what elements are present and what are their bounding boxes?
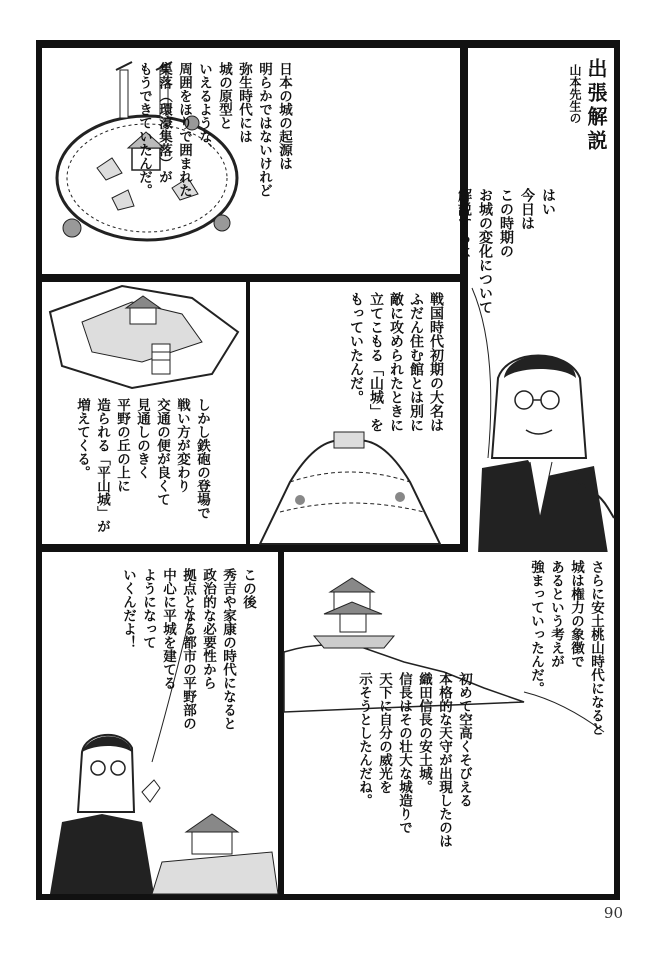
- text-line: 城は権力の象徴で: [568, 560, 584, 668]
- text-line: 日本の城の起源は: [276, 62, 292, 170]
- text-line: 中心に平城を建てる: [160, 568, 176, 690]
- text-line: 見通しのきく: [134, 398, 150, 479]
- text-line: 城の原型と: [216, 62, 232, 130]
- panel-castle-origin: [42, 48, 460, 274]
- text-line: 今日は: [519, 188, 535, 230]
- panel-4-text: [72, 398, 212, 533]
- text-line: 秀吉や家康の時代になると: [220, 568, 236, 730]
- panel-6-text: [118, 568, 258, 730]
- text-line: 本格的な天守が出現したのは: [436, 672, 452, 848]
- panel-5-text-top: [526, 560, 606, 736]
- text-line: いくんだよ！: [120, 568, 136, 649]
- corner-heading-author: 山本先生の: [568, 64, 582, 124]
- text-line: お城の変化について: [477, 188, 493, 314]
- panel-2-text: [453, 188, 558, 314]
- panel-1-text: [134, 62, 294, 197]
- text-line: 織田信長の安土城。: [416, 672, 432, 794]
- panel-teacher-intro: [456, 48, 614, 554]
- text-line: 集落（環濠集落）が: [156, 62, 172, 184]
- text-line: 天下に自分の威光を: [376, 672, 392, 794]
- text-line: ようになって: [140, 568, 156, 649]
- corner-heading-badge: 出張解説: [584, 58, 608, 154]
- text-line: この後: [240, 568, 256, 609]
- text-line: 周囲をほりで囲まれた: [176, 62, 192, 197]
- text-line: 拠点となる都市の平野部の: [180, 568, 196, 730]
- text-line: 強まっていったんだ。: [528, 560, 544, 695]
- text-line: 敵に攻められたときに: [388, 292, 404, 432]
- text-line: 示そうとしたんだね。: [356, 672, 372, 807]
- text-line: 解説するよ: [456, 188, 472, 258]
- text-line: 造られる「平山城」が: [94, 398, 110, 533]
- text-line: 平野の丘の上に: [114, 398, 130, 493]
- text-line: いえるような、: [196, 62, 212, 157]
- text-line: 戦い方が変わり: [174, 398, 190, 493]
- text-line: 交通の便が良くて: [154, 398, 170, 506]
- text-line: 戦国時代初期の大名は: [428, 292, 444, 432]
- text-line: さらに安土桃山時代になると: [588, 560, 604, 736]
- panel-azuchi-castle: [284, 552, 614, 894]
- text-line: 立てこもる「山城」を: [368, 292, 384, 432]
- text-line: しかし鉄砲の登場で: [194, 398, 210, 520]
- page-number: 90: [603, 904, 623, 922]
- text-line: もっていたんだ。: [348, 292, 364, 404]
- text-line: ふだん住む館とは別に: [408, 292, 424, 432]
- panel-3-text: [346, 292, 446, 432]
- text-line: あるという考えが: [548, 560, 564, 668]
- text-line: 信長はその壮大な城造りで: [396, 672, 412, 834]
- text-line: 弥生時代には: [236, 62, 252, 143]
- panel-hill-castle: [42, 282, 246, 544]
- text-line: もうできていたんだ。: [136, 62, 152, 197]
- text-line: 初めて空高くそびえる: [456, 672, 472, 807]
- text-line: 増えてくる。: [74, 398, 90, 479]
- text-line: 明らかではないけれど: [256, 62, 272, 197]
- panel-plain-castle: [42, 552, 278, 894]
- text-line: はい: [540, 188, 556, 216]
- panel-mountain-castle: [250, 282, 460, 544]
- text-line: 政治的な必要性から: [200, 568, 216, 690]
- panel-5-text-bottom: [354, 672, 474, 848]
- text-line: この時期の: [498, 188, 514, 258]
